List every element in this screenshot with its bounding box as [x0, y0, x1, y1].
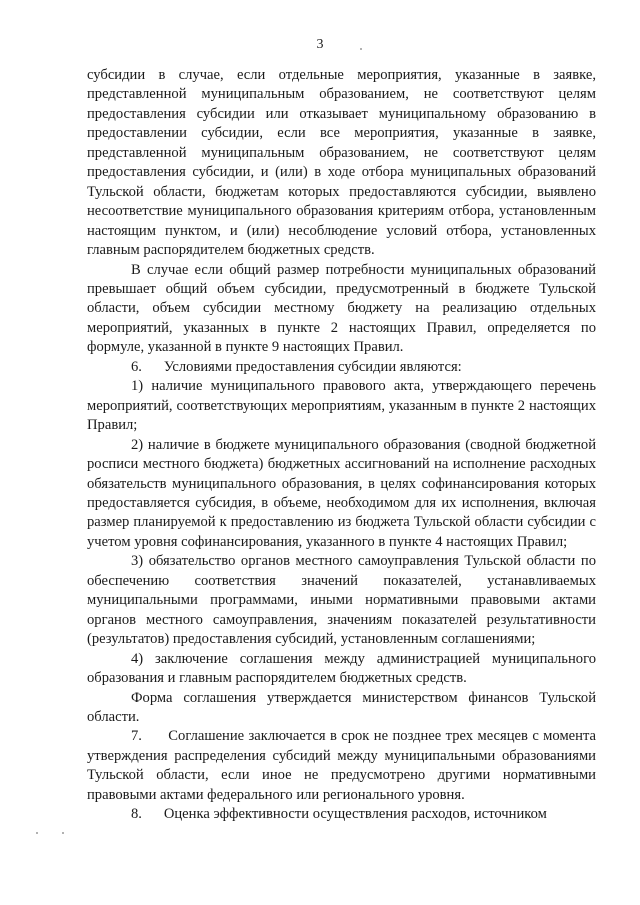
scan-speck: [360, 48, 362, 50]
paragraph-7: 4) заключение соглашения между администрацией муниципального образования и главным распорядителем бюджетных средств.: [87, 650, 596, 687]
paragraph-3: 6. Условиями предоставления субсидии являются:: [131, 358, 462, 375]
scan-speck: [62, 832, 64, 834]
paragraph-9: 7. Соглашение заключается в срок не позднее трех месяцев с момента утверждения распределения субсидий между муниципальными образованиями Тульской области, если иное не предусмотрено другими нормативными правовыми актами федерального или регионального уровня.: [87, 728, 596, 803]
document-body: [87, 66, 596, 825]
page-number: 3: [316, 37, 324, 52]
paragraph-4: 1) наличие муниципального правового акта, утверждающего перечень мероприятий, соответствующих мероприятиям, указанным в пункте 2 настоящих Правил;: [87, 378, 596, 434]
paragraph-1: субсидии в случае, если отдельные мероприятия, указанные в заявке, представленной муниципальным образованием, не соответствуют целям предоставления субсидии или отказывает муниципальному образованию в предоставлении субсидии, если все мероприятия, указанные в заявке, представленной муниципальным образованием, не соответствуют целям предоставления субсидии, и (или) в ходе отбора муниципальных образований Тульской области, бюджетам которых предоставляются субсидии, выявлено несоответствие муниципального образования критериям отбора, установленным настоящим пунктом, и (или) несоблюдение условий отбора, установленных главным распорядителем бюджетных средств.: [87, 67, 596, 259]
paragraph-8: Форма соглашения утверждается министерством финансов Тульской области.: [87, 689, 596, 725]
paragraph-10: 8. Оценка эффективности осуществления расходов, источником: [131, 806, 547, 823]
paragraph-5: 2) наличие в бюджете муниципального образования (сводной бюджетной росписи местного бюджета) бюджетных ассигнований на исполнение расходных обязательств муниципального образования, в целях софинансирования которых предоставляется субсидия, в объеме, необходимом для их исполнения, включая размер планируемой к предоставлению из бюджета Тульской области субсидии с учетом уровня софинансирования, указанного в пункте 4 настоящих Правил;: [87, 436, 596, 550]
scan-speck: [36, 832, 38, 834]
paragraph-6: 3) обязательство органов местного самоуправления Тульской области по обеспечению соответствия значений показателей, устанавливаемых муниципальными программами, иными нормативными правовыми актами органов местного самоуправления, значениям показателей результативности (результатов) предоставления субсидий, установленным соглашениями;: [87, 553, 596, 648]
paragraph-2: В случае если общий размер потребности муниципальных образований превышает общий объем субсидии, предусмотренный в бюджете Тульской области, объем субсидии местному бюджету на реализацию отдельных мероприятий, указанных в пункте 2 настоящих Правил, определяется по формуле, указанной в пункте 9 настоящих Правил.: [87, 261, 596, 356]
